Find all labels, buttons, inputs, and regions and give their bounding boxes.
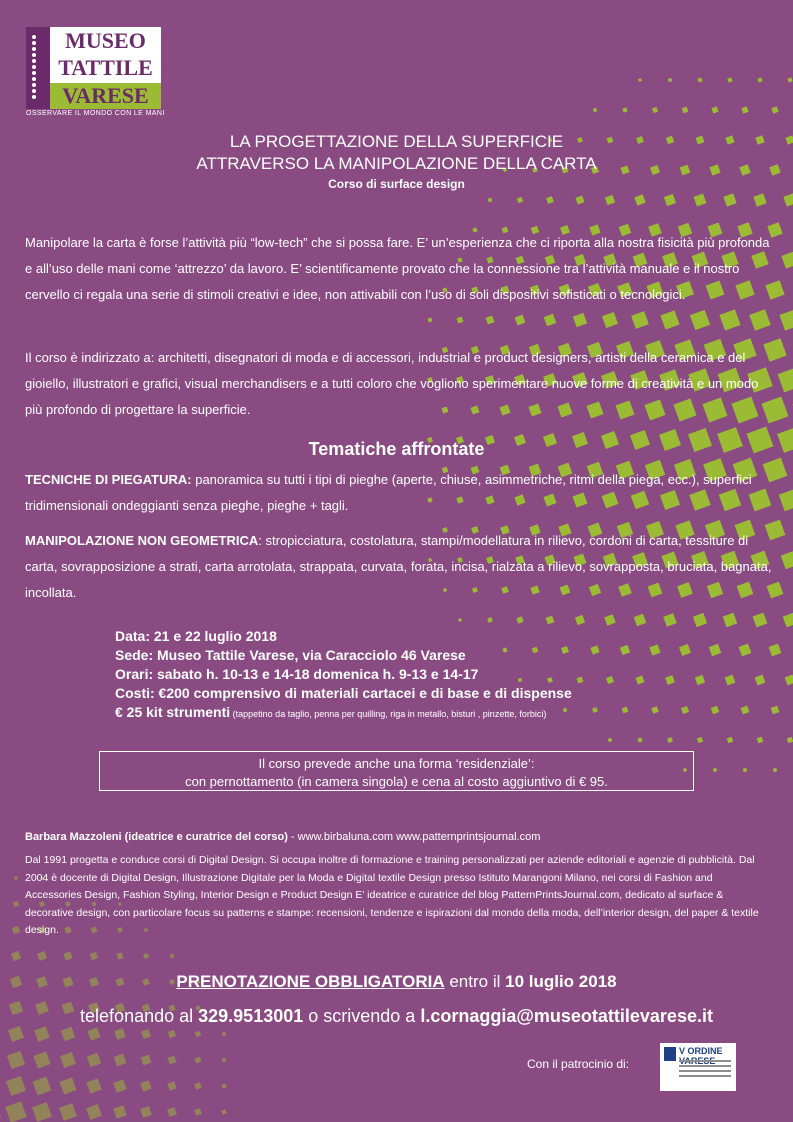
pattern-square [694,194,707,207]
pattern-square [14,876,18,880]
pattern-square [637,737,642,742]
pattern-square [664,194,676,206]
pattern-square [0,1101,1,1122]
topic-folding [25,467,773,519]
pattern-square [114,1028,126,1040]
bio-heading [25,831,775,843]
pattern-square [167,1107,177,1117]
pattern-square [727,737,734,744]
pattern-square [602,312,618,328]
pattern-square [779,489,793,511]
museum-logo [26,27,161,109]
pattern-square [517,197,523,203]
pattern-square [778,368,793,393]
kit-note: (tappetino da taglio, penna per quilling, riga in metallo, bisturi , pinzette, forbici) [230,709,547,719]
pattern-square [667,737,673,743]
pattern-square [781,251,793,268]
pattern-square [785,675,793,686]
pattern-square [6,1076,26,1096]
pattern-square [194,1108,202,1116]
topic-label: TECNICHE DI PIEGATURA: [25,472,192,487]
pattern-square [693,613,707,627]
ordine-varese-logo [660,1043,736,1091]
pattern-square [546,616,555,625]
contact-mid: o scrivendo a [303,1006,421,1026]
pattern-square [697,737,703,743]
pattern-square [32,1102,52,1122]
pattern-square [682,107,689,114]
pattern-square [59,1103,77,1121]
page-title [0,131,793,175]
pattern-square [697,77,702,82]
booking-mid: entro il [444,972,506,991]
pattern-square [487,617,493,623]
patron-logo-name: ORDINE [687,1046,723,1056]
residential-line-1: Il corso prevede anche una forma ‘residenziale’: [258,756,535,771]
pattern-square [516,616,523,623]
info-date: Data: 21 e 22 luglio 2018 [115,628,277,644]
pattern-square [195,1031,201,1037]
audience-paragraph: Il corso è indirizzato a: architetti, disegnatori di moda e di accessori, industrial e product designers, artisti della ceramica e del gioiello, illustratori e grafici, visual merchandisers e a tutti coloro che vogliono sperimentare nuove forme di creatività e un modo più profondo di progettare la superficie. [25,350,759,417]
pattern-square [141,1055,152,1066]
pattern-square [634,614,647,627]
logo-tagline: OSSERVARE IL MONDO CON LE MANI [26,110,165,117]
pattern-square [222,1032,227,1037]
pattern-square [573,313,587,327]
bio-text: Dal 1991 progetta e conduce corsi di Digital Design. Si occupa inoltre di formazione e training personalizzati per aziende editoriali e agenzie di pubblicità. Dal 2004 è docente di Digital Design, Illustrazione Digitale per la Moda e Digital textile Design presso Istituto Marangoni Milano, nei corsi di Fashion and Accessories Design, Fashion Styling, Interior Design e Product Design E’ ideatrice e curatrice del blog PatternPrintsJournal.com, dedicato al surface & decorative design, con particolare focus su patterns e stampe: recensioni, tendenze e ispirazioni dal mondo della moda, dell’interior design, del paper & textile design. [25,854,759,937]
pattern-square [113,1105,127,1119]
intro-paragraph: Manipolare la carta è forse l’attività più “low-tech” che si possa fare. E’ un’esperienza che ci riporta alla nostra fisicità più profonda e all’uso delle mani come ‘attrezzo’ da lavoro. E’ scientificamente provato che la connessione tra l’attività manuale e il nostro cervello ci regala una serie di stimoli creativi e idee, non attivabili con l’uso di soli dispositivi sofisticati o tecnologici. [25,235,770,302]
booking-label: PRENOTAZIONE OBBLIGATORIA [176,972,445,991]
pattern-square [87,1027,100,1040]
pattern-square [713,768,718,773]
pattern-square [604,614,615,625]
pattern-square [757,77,762,82]
braille-dots [32,33,48,103]
topic-non-geometric [25,528,773,606]
pattern-square [546,196,554,204]
pattern-square [575,615,585,625]
topic-text: : stropicciatura, costolatura, stampi/modellatura in rilievo, cordoni di carta, tessiture di carta, sovrapposizione a strati, carta arrotolata, strappata, curvata, forata, incisa, rialzata a rilievo, sovrapposta, bruciata, bagnata, incollata. [25,533,772,600]
pattern-square [605,195,615,205]
pattern-square [711,106,718,113]
pattern-square [787,737,793,744]
pattern-square [753,193,766,206]
subtitle: Corso di surface design [328,177,465,191]
pattern-square [783,613,793,628]
pattern-square [457,317,464,324]
pattern-square [663,613,676,626]
pattern-square [87,1053,101,1067]
pattern-square [486,316,495,325]
pattern-square [749,309,770,330]
pattern-square [608,738,612,742]
booking-line [0,972,793,992]
pattern-square [168,1030,176,1038]
info-hours: Orari: sabato h. 10-13 e 14-18 domenica h. 9-13 e 14-17 [115,666,479,682]
topic-text: panoramica su tutti i tipi di pieghe (aperte, chiuse, asimmetriche, ritmi della piega, ecc.), superfici tridimensionali ondeggianti senza pieghe, pieghe + tagli. [25,472,752,513]
pattern-square [719,309,740,330]
pattern-square [8,1026,24,1042]
pattern-square [141,1029,151,1039]
pattern-square [13,901,19,907]
pattern-square [741,106,748,113]
pattern-square [140,1080,152,1092]
pattern-square [575,195,584,204]
pattern-square [787,77,792,82]
pattern-square [221,1083,227,1089]
pattern-square [167,1055,176,1064]
pattern-square [7,1051,25,1069]
residential-box [99,751,694,791]
pattern-square [194,1056,201,1063]
pattern-square [33,1051,50,1068]
pattern-square [12,926,20,934]
topics-heading: Tematiche affrontate [308,439,485,459]
contact-line [0,1006,793,1027]
pattern-square [11,951,21,961]
title-line-2: ATTRAVERSO LA MANIPOLAZIONE DELLA CARTA [196,154,597,173]
pattern-square [427,317,432,322]
pattern-square [771,106,778,113]
logo-word-museo: MUSEO [50,27,161,55]
pattern-square [660,310,679,329]
pattern-square [634,194,645,205]
pattern-square [113,1079,126,1092]
pattern-square [727,77,732,82]
pattern-square [90,952,98,960]
kit-label: € 25 kit strumenti [115,704,231,720]
pattern-square [781,551,793,570]
pattern-square [783,193,793,206]
pattern-square [593,108,598,113]
pattern-square [114,1054,127,1067]
residential-line-2: con pernottamento (in camera singola) e cena al costo aggiuntivo di € 95. [185,774,608,789]
patronage-label: Con il patrocinio di: [527,1057,630,1071]
logo-word-tattile: TATTILE [50,55,161,83]
pattern-square [622,107,627,112]
pattern-square [86,1078,101,1093]
pattern-square [544,314,557,327]
pattern-square [140,1106,152,1118]
title-line-1: LA PROGETTAZIONE DELLA SUPERFICIE [229,132,564,151]
pattern-square [779,309,793,330]
pattern-square [167,1081,177,1091]
pattern-square [143,953,149,959]
pattern-square [170,954,175,959]
pattern-square [37,951,47,961]
pattern-square [638,78,642,82]
info-kit [115,703,775,724]
shield-icon [664,1047,676,1061]
pattern-square [63,951,72,960]
patron-logo-letter: V [679,1046,686,1056]
contact-email[interactable]: l.cornaggia@museotattilevarese.it [420,1006,713,1026]
pattern-square [668,78,673,83]
pattern-square [60,1052,76,1068]
bio-links: - www.birbaluna.com www.patternprintsjournal.com [287,831,541,843]
pattern-square [757,737,764,744]
pattern-square [194,1082,202,1090]
pattern-square [690,310,710,330]
pattern-square [86,1104,102,1120]
info-cost: Costi: €200 comprensivo di materiali cartacei e di base e di dispense [115,685,572,701]
info-venue: Sede: Museo Tattile Varese, via Caracciolo 46 Varese [115,647,466,663]
pattern-square [221,1057,226,1062]
pattern-square [631,311,649,329]
pattern-square [773,768,778,773]
pattern-square [652,107,658,113]
pattern-square [743,768,748,773]
pattern-square [59,1077,76,1094]
pattern-square [515,315,526,326]
contact-phone[interactable]: 329.9513001 [198,1006,304,1026]
bio-name: Barbara Mazzoleni (ideatrice e curatrice del corso) [25,831,288,843]
contact-pre: telefonando al [80,1006,199,1026]
pattern-square [33,1077,52,1096]
pattern-square [488,198,493,203]
pattern-square [723,613,738,628]
topic-label: MANIPOLAZIONE NON GEOMETRICA [25,533,259,548]
pattern-square [116,952,123,959]
pattern-square [723,193,736,206]
logo-word-varese: VARESE [50,83,161,109]
booking-deadline: 10 luglio 2018 [505,972,617,991]
pattern-square [221,1109,227,1115]
pattern-square [34,1026,50,1042]
pattern-square [5,1101,27,1122]
course-info [115,627,775,724]
pattern-square [458,618,462,622]
pattern-square [61,1027,76,1042]
pattern-square [753,613,768,628]
